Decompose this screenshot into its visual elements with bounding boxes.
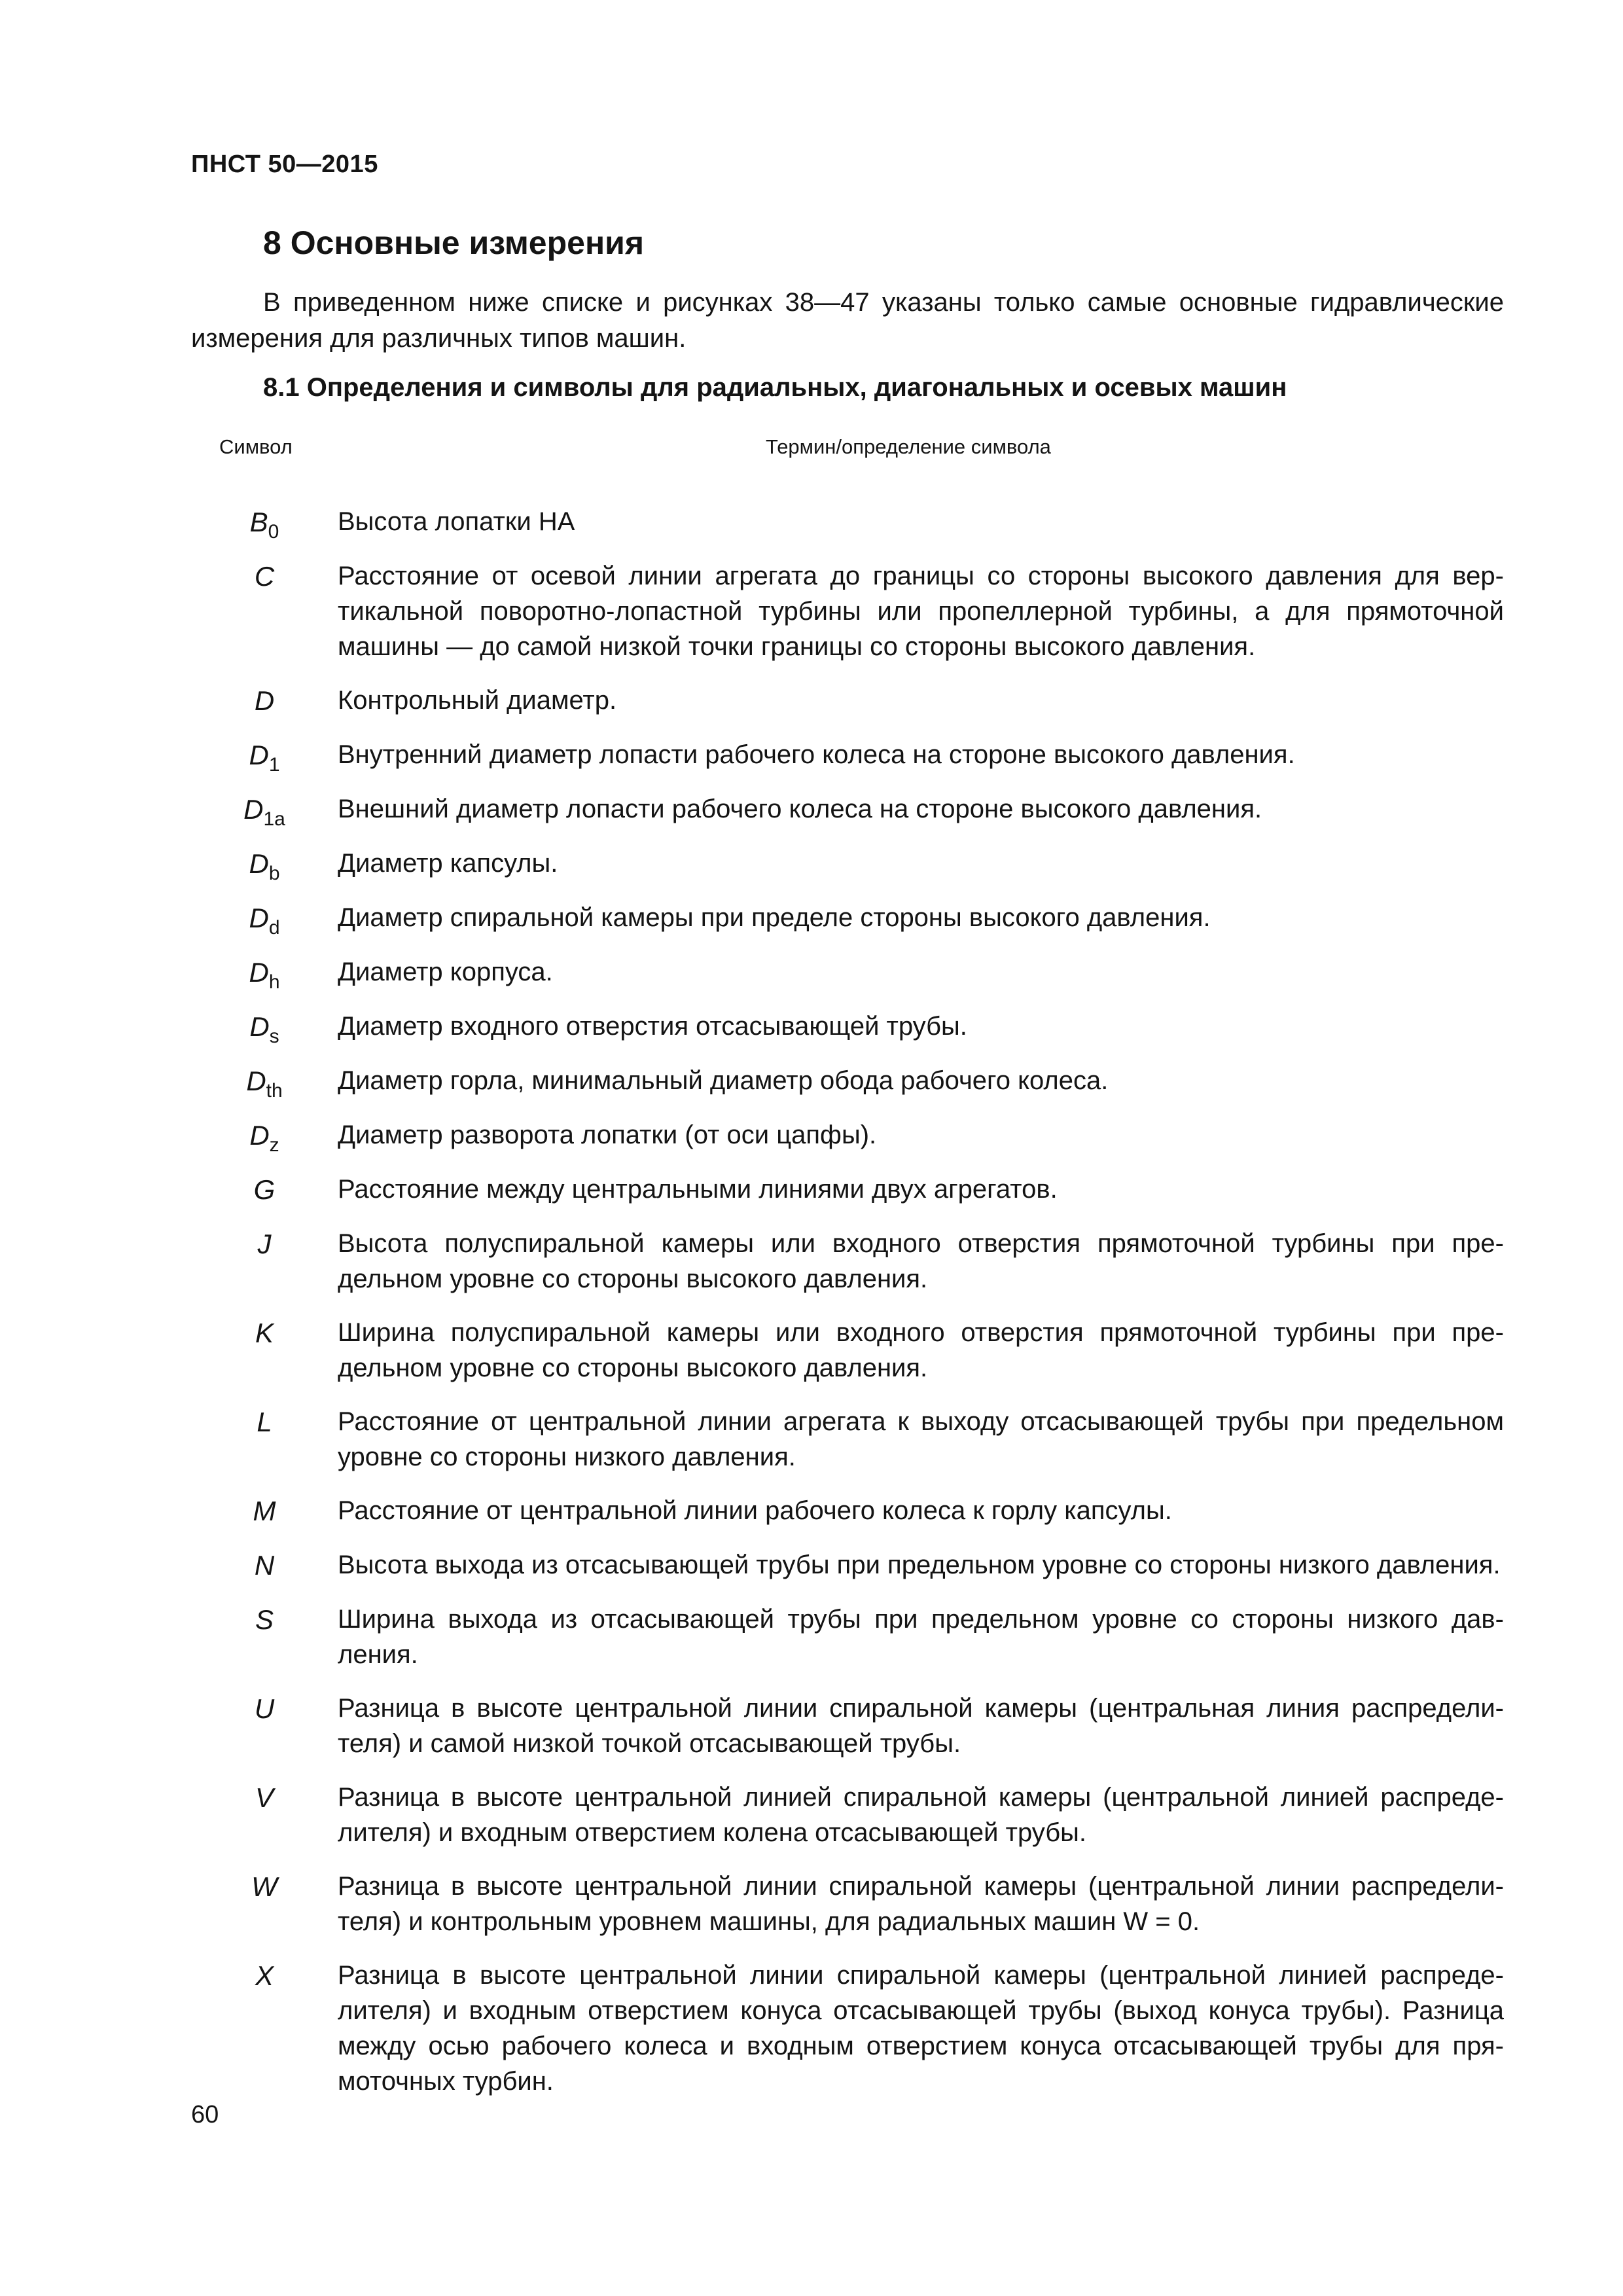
definition-row — [191, 1117, 1504, 1156]
page-number: 60 — [191, 2101, 219, 2128]
definition-row — [191, 1172, 1504, 1208]
symbol — [191, 1547, 338, 1583]
symbol — [191, 1958, 338, 2099]
symbol-subscript: d — [268, 917, 280, 939]
symbol-subscript: h — [268, 971, 280, 993]
definition-row — [191, 1869, 1504, 1939]
definition-text: Разница в высоте центральной линии спиральной камеры (центральная линия распределителя) и самой низкой точкой отсасывающей трубы. — [338, 1694, 1504, 1758]
definition-row — [191, 683, 1504, 719]
definition-text: Диаметр спиральной камеры при пределе стороны высокого давления. — [338, 903, 1211, 932]
definition-text: Высота выхода из отсасывающей трубы при предельном уровне со стороны низкого давления. — [338, 1551, 1501, 1579]
definition-row — [191, 900, 1504, 939]
symbol-subscript: th — [266, 1080, 283, 1102]
definition-text: Разница в высоте центральной линии спиральной камеры (центральной линией распределителя) и входным отверстием конуса отсасывающей трубы (выход конуса трубы). Разница между осью рабочего колеса и входным отверстием конуса отсасывающей трубы для прямоточных турбин. — [338, 1961, 1504, 2096]
definition-text: Разница в высоте центральной линии спиральной камеры (центральной линии распределителя) и контрольным уровнем машины, для радиальных машин W = 0. — [338, 1872, 1504, 1936]
symbol — [191, 683, 338, 719]
definition-text: Расстояние от осевой линии агрегата до границы со стороны высокого давления для вертикальной поворотно-лопастной турбины или пропеллерной турбины, а для прямоточной машины — до самой низкой точки границы со стороны высокого давления. — [338, 562, 1504, 661]
definition-text: Внутренний диаметр лопасти рабочего колеса на стороне высокого давления. — [338, 740, 1295, 769]
definition-text: Диаметр входного отверстия отсасывающей трубы. — [338, 1012, 967, 1041]
symbol — [191, 1315, 338, 1386]
symbol-letter: B — [249, 507, 268, 537]
definition-row — [191, 1691, 1504, 1761]
definition-row — [191, 1602, 1504, 1672]
symbol-subscript: b — [268, 863, 280, 884]
symbol-subscript: z — [269, 1134, 279, 1156]
symbol — [191, 1691, 338, 1761]
definition-row — [191, 791, 1504, 830]
symbol-letter: K — [255, 1318, 274, 1348]
definition-row — [191, 1009, 1504, 1045]
symbol-letter: D — [249, 1011, 270, 1042]
symbol-letter: D — [249, 740, 269, 770]
definition-text: Расстояние от центральной линии рабочего колеса к горлу капсулы. — [338, 1496, 1172, 1525]
symbol-letter: N — [254, 1550, 275, 1581]
symbol — [191, 1869, 338, 1939]
definition-text: Расстояние между центральными линиями двух агрегатов. — [338, 1175, 1058, 1204]
symbol-letter: D — [246, 1066, 266, 1096]
column-header-symbol: Символ — [219, 435, 293, 458]
definition-row — [191, 1404, 1504, 1475]
definition-text: Высота полуспиральной камеры или входного отверстия прямоточной турбины при предельном уровне со стороны высокого давления. — [338, 1229, 1504, 1293]
symbol-letter: J — [257, 1229, 272, 1259]
section-title: 8 Основные измерения — [263, 224, 645, 261]
symbol — [191, 954, 338, 993]
symbol — [191, 1404, 338, 1475]
definition-text: Контрольный диаметр. — [338, 686, 617, 715]
definition-row — [191, 1063, 1504, 1102]
symbol-letter: W — [251, 1871, 277, 1902]
symbol — [191, 1117, 338, 1156]
symbol-subscript: 1 — [268, 754, 280, 776]
symbol-letter: D — [254, 685, 275, 716]
definition-row — [191, 737, 1504, 776]
symbol-letter: D — [249, 957, 269, 988]
definition-row — [191, 846, 1504, 882]
definition-row — [191, 1315, 1504, 1386]
definition-text: Высота лопатки НА — [338, 507, 575, 536]
symbol — [191, 1780, 338, 1850]
definition-row — [191, 1226, 1504, 1297]
column-header-term: Термин/определение символа — [766, 435, 1051, 458]
definition-row — [191, 1958, 1504, 2099]
definition-row — [191, 558, 1504, 664]
symbol-subscript: 0 — [268, 521, 279, 543]
symbol — [191, 846, 338, 882]
definition-row — [191, 504, 1504, 543]
definition-text: Диаметр корпуса. — [338, 958, 553, 986]
symbol-letter: D — [243, 794, 264, 825]
symbol — [191, 791, 338, 830]
definition-text: Расстояние от центральной линии агрегата к выходу отсасывающей трубы при предельном уровне со стороны низкого давления. — [338, 1407, 1504, 1471]
symbol — [191, 1009, 338, 1045]
symbol-letter: X — [255, 1960, 274, 1991]
symbol — [191, 1172, 338, 1208]
symbol — [191, 737, 338, 776]
definitions-list — [191, 504, 1504, 2099]
definition-row — [191, 1780, 1504, 1850]
definition-text: Ширина выхода из отсасывающей трубы при предельном уровне со стороны низкого давления. — [338, 1605, 1504, 1669]
symbol — [191, 1063, 338, 1102]
symbol — [191, 1602, 338, 1672]
symbol-subscript: 1a — [263, 808, 285, 830]
symbol-letter: U — [254, 1693, 275, 1724]
document-header: ПНСТ 50—2015 — [191, 151, 378, 178]
symbol — [191, 1226, 338, 1297]
section-intro: В приведенном ниже списке и рисунках 38—47 указаны только самые основные гидравлические измерения для различных типов машин. — [191, 288, 1504, 353]
definition-row — [191, 954, 1504, 993]
symbol — [191, 504, 338, 543]
definition-row — [191, 1547, 1504, 1583]
symbol — [191, 900, 338, 939]
definition-text: Диаметр капсулы. — [338, 849, 558, 878]
symbol-letter: V — [255, 1782, 274, 1813]
definition-text: Внешний диаметр лопасти рабочего колеса на стороне высокого давления. — [338, 795, 1262, 823]
symbol-letter: D — [249, 848, 269, 879]
symbol-letter: S — [255, 1604, 274, 1635]
definition-text: Диаметр разворота лопатки (от оси цапфы). — [338, 1121, 877, 1149]
definition-row — [191, 1493, 1504, 1529]
definition-text: Диаметр горла, минимальный диаметр обода рабочего колеса. — [338, 1066, 1109, 1095]
symbol-subscript: s — [269, 1026, 279, 1047]
symbol-letter: L — [257, 1407, 272, 1437]
symbol-letter: D — [249, 1120, 270, 1151]
symbol-letter: C — [254, 561, 275, 592]
symbol-letter: G — [253, 1174, 276, 1205]
symbol — [191, 558, 338, 664]
symbol-letter: M — [253, 1496, 276, 1526]
symbol — [191, 1493, 338, 1529]
subsection-title: 8.1 Определения и символы для радиальных, диагональных и осевых машин — [263, 373, 1287, 402]
symbol-letter: D — [249, 903, 269, 933]
definition-text: Ширина полуспиральной камеры или входного отверстия прямоточной турбины при предельном уровне со стороны высокого давления. — [338, 1318, 1504, 1382]
definition-text: Разница в высоте центральной линией спиральной камеры (центральной линией распределителя) и входным отверстием колена отсасывающей трубы. — [338, 1783, 1504, 1847]
